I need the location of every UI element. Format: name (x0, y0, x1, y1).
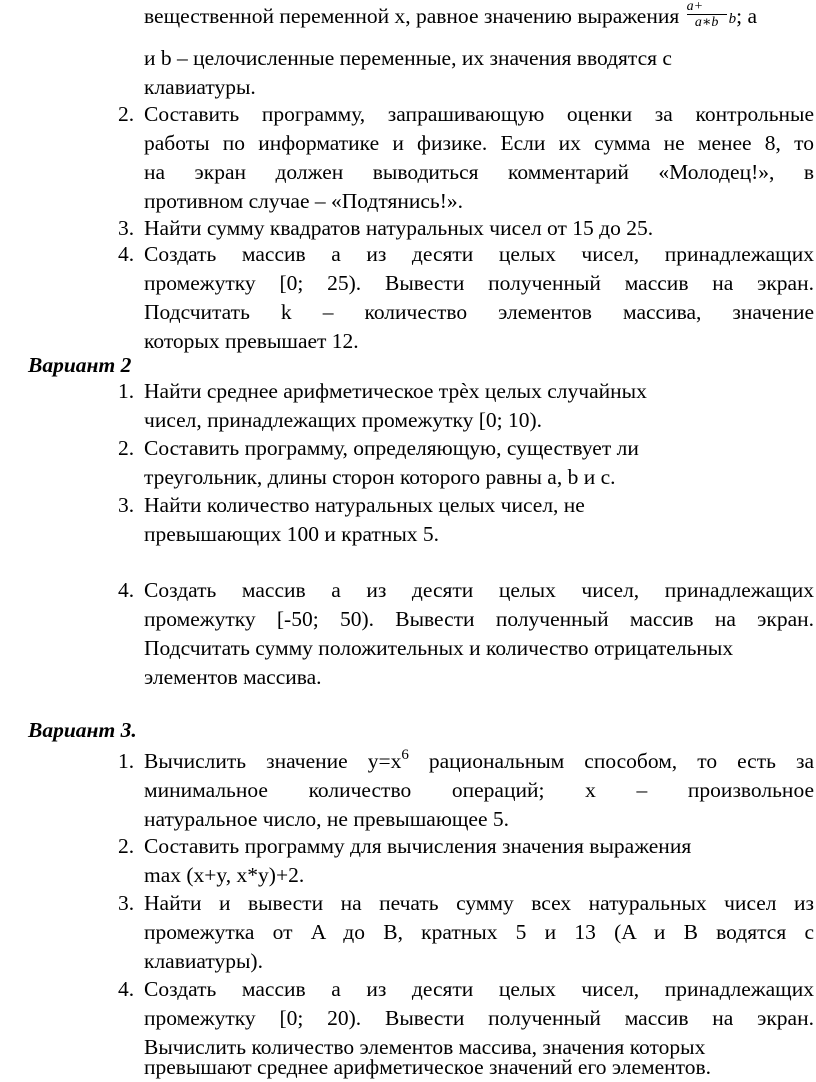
list-number: 3. (118, 891, 135, 915)
list-item-line: Найти количество натуральных целых чисел, не (144, 493, 585, 517)
list-item-line: Создать массив а из десяти целых чисел, принадлежащих (144, 977, 814, 1001)
list-item-line: треугольник, длины сторон которого равны a, b и c. (144, 465, 616, 489)
list-item-line: Создать массив а из десяти целых чисел, принадлежащих (144, 242, 814, 266)
v1-item1-line3: клавиатуры. (144, 75, 256, 99)
list-number: 2. (118, 834, 135, 858)
list-number: 4. (118, 242, 135, 266)
list-number: 1. (118, 379, 135, 403)
list-item-line: элементов массива. (144, 665, 322, 689)
list-item-line: натуральное число, не превышающее 5. (144, 807, 510, 831)
list-item-line: минимальное количество операций; x – произвольное (144, 778, 814, 802)
list-item-line: Подсчитать сумму положительных и количество отрицательных (144, 636, 734, 660)
list-item-line: на экран должен выводиться комментарий «Молодец!», в (144, 160, 814, 184)
list-item-line: Найти среднее арифметическое трѐх целых случайных (144, 379, 647, 403)
list-item-line: Вычислить количество элементов массива, значения которых (144, 1035, 706, 1059)
list-item-line: Составить программу, определяющую, существует ли (144, 436, 639, 460)
list-item-line: Найти сумму квадратов натуральных чисел от 15 до 25. (144, 216, 654, 240)
list-number: 4. (118, 578, 135, 602)
list-item-line: которых превышает 12. (144, 329, 359, 353)
v1-item1-line1: вещественной переменной x, равное значению выражения $\frac{a+}{a∗b}$ b; a (144, 0, 758, 30)
list-item-line: Составить программу для вычисления значения выражения (144, 834, 692, 858)
list-item-line: Создать массив а из десяти целых чисел, принадлежащих (144, 578, 814, 602)
list-number: 4. (118, 977, 135, 1001)
list-item-line: превышающих 100 и кратных 5. (144, 522, 440, 546)
list-number: 1. (118, 749, 135, 773)
variant-3-heading: Вариант 3. (28, 718, 137, 742)
list-item-line: Найти и вывести на печать сумму всех натуральных чисел из (144, 891, 814, 915)
list-item-line: клавиатуры). (144, 949, 263, 973)
list-number: 3. (118, 216, 135, 240)
list-item-line: промежутка от A до B, кратных 5 и 13 (A и B водятся с (144, 920, 814, 944)
list-item-line: max (x+y, x*y)+2. (144, 863, 305, 887)
v1-item1-line2: и b – целочисленные переменные, их значения вводятся с (144, 46, 672, 70)
list-item-line: Вычислить значение $y=x^6$ рациональным способом, то есть за (144, 747, 814, 773)
list-number: 3. (118, 493, 135, 517)
list-item-line: промежутку [-50; 50). Вывести полученный массив на экран. (144, 607, 814, 631)
list-item-line: Подсчитать k – количество элементов массива, значение (144, 300, 814, 324)
list-item-line: Составить программу, запрашивающую оценки за контрольные (144, 102, 814, 126)
variant-2-heading: Вариант 2 (28, 353, 132, 377)
list-item-line: противном случае – «Подтянись!». (144, 189, 464, 213)
list-item-line: превышают среднее арифметическое значений его элементов. (144, 1055, 712, 1079)
list-number: 2. (118, 436, 135, 460)
list-item-line: чисел, принадлежащих промежутку [0; 10). (144, 408, 543, 432)
formula-fraction: $\frac{a+}{a∗b}$ (687, 0, 727, 30)
list-item-line: промежутку [0; 20). Вывести полученный массив на экран. (144, 1006, 814, 1030)
list-item-line: работы по информатике и физике. Если их сумма не менее 8, то (144, 131, 814, 155)
list-number: 2. (118, 102, 135, 126)
list-item-line: промежутку [0; 25). Вывести полученный массив на экран. (144, 271, 814, 295)
